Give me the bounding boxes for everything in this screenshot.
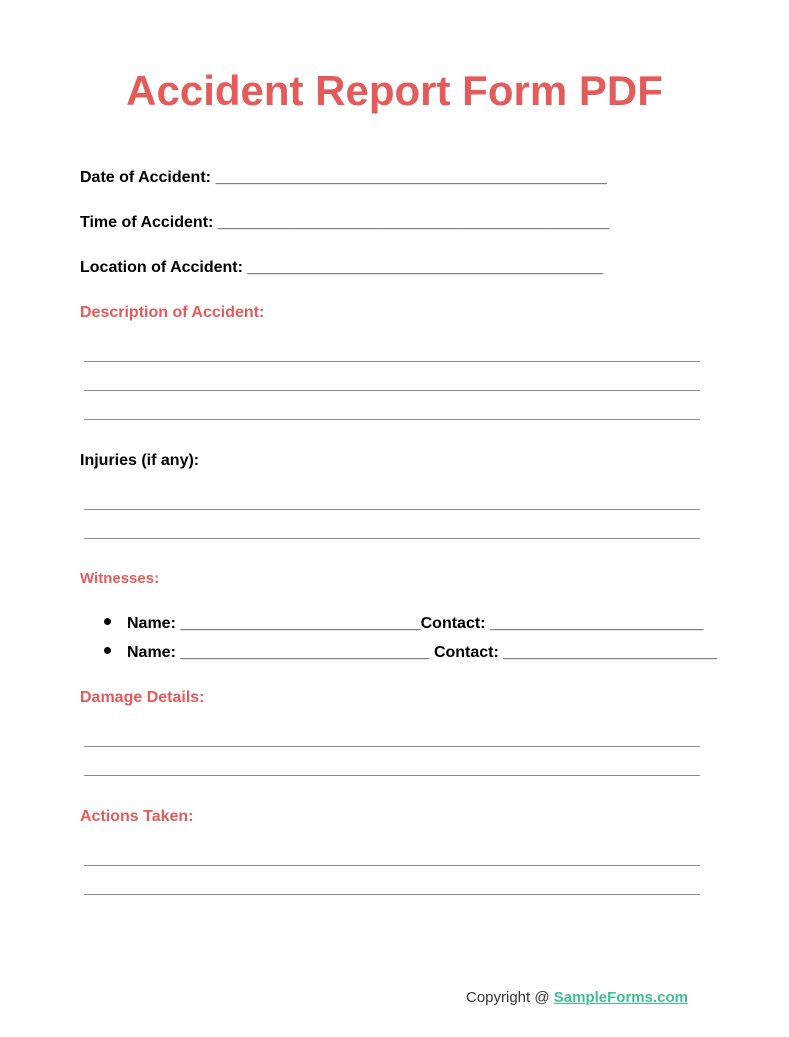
- witness-entry[interactable]: [104, 643, 717, 663]
- copyright-text: Copyright @: [466, 989, 554, 1006]
- description-line[interactable]: [84, 361, 700, 362]
- bullet-icon: [104, 618, 111, 625]
- description-line[interactable]: [84, 419, 700, 420]
- description-line[interactable]: [84, 390, 700, 391]
- date-of-accident-field[interactable]: Date of Accident: ____________________________________________: [80, 169, 607, 186]
- damage-line[interactable]: [84, 775, 700, 776]
- damage-line[interactable]: [84, 746, 700, 747]
- description-heading: Description of Accident:: [80, 304, 265, 321]
- witness-entry[interactable]: [104, 614, 704, 634]
- location-of-accident-field[interactable]: Location of Accident: ________________________________________: [80, 259, 604, 276]
- footer-copyright: [466, 988, 688, 1008]
- page-title: Accident Report Form PDF: [126, 67, 663, 114]
- injuries-line[interactable]: [84, 509, 700, 510]
- damage-heading: Damage Details:: [80, 689, 205, 706]
- actions-heading: Actions Taken:: [80, 808, 194, 825]
- actions-line[interactable]: [84, 894, 700, 895]
- time-of-accident-field[interactable]: Time of Accident: ____________________________________________: [80, 214, 610, 231]
- bullet-icon: [104, 647, 111, 654]
- witness-entry-text: Name: ____________________________ Contact: ________________________: [127, 644, 717, 661]
- injuries-heading: Injuries (if any):: [80, 452, 200, 469]
- actions-line[interactable]: [84, 865, 700, 866]
- injuries-line[interactable]: [84, 538, 700, 539]
- witnesses-heading: Witnesses:: [80, 570, 160, 587]
- witness-entry-text: Name: ___________________________Contact: ________________________: [127, 615, 704, 632]
- brand-link[interactable]: SampleForms.com: [553, 989, 688, 1006]
